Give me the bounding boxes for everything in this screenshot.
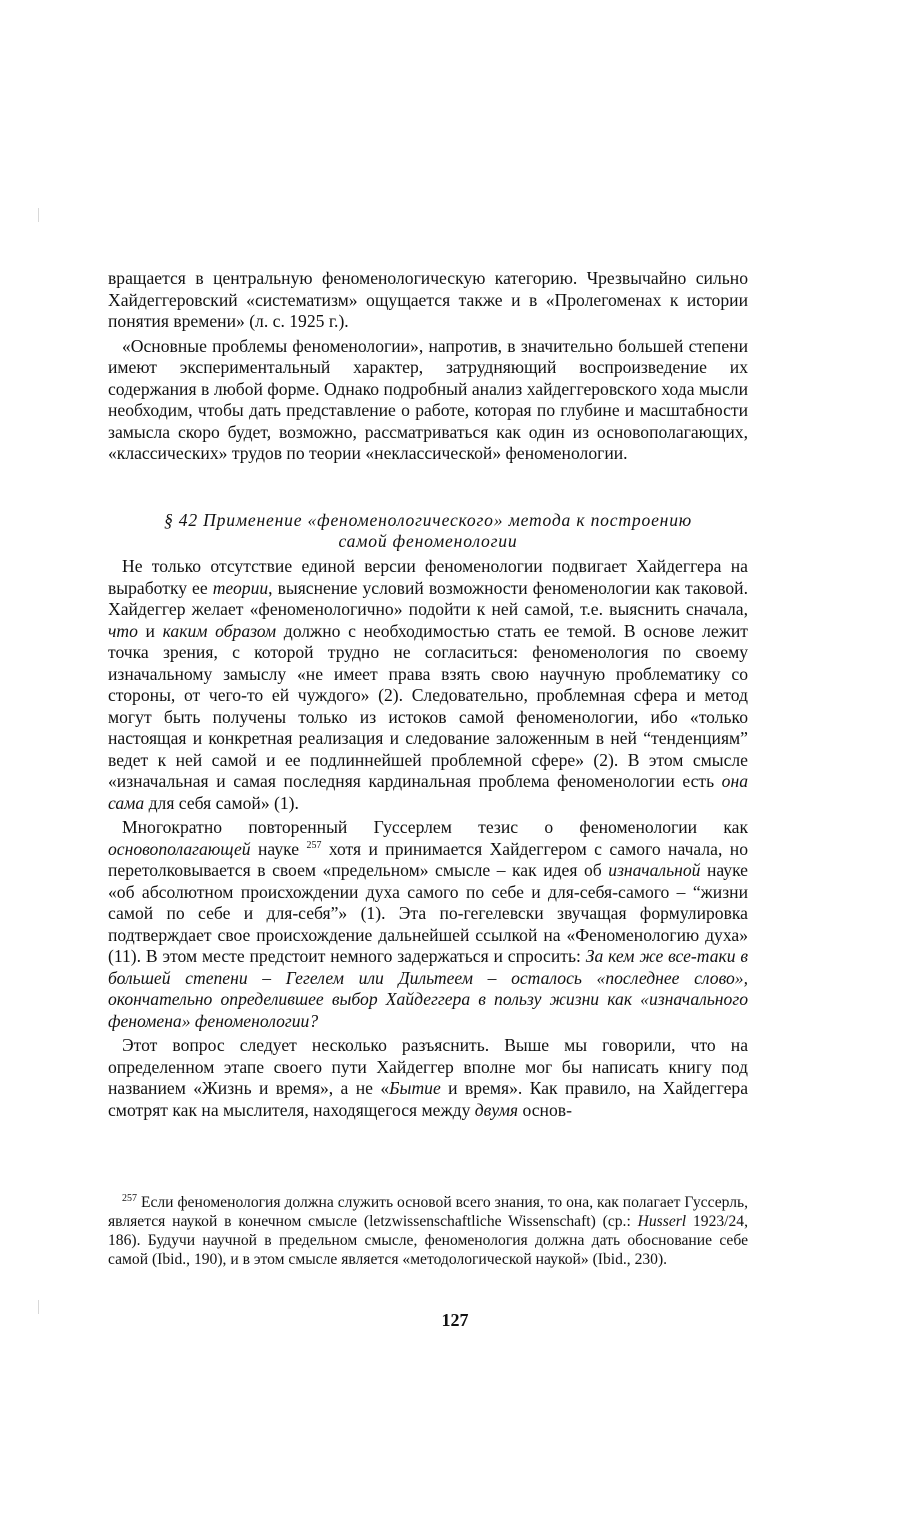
page-number: 127 [441, 1310, 469, 1330]
paragraph-continuation: вращается в центральную феноменологическую категорию. Чрезвычайно сильно Хайдеггеровский «систематизм» ощущается также и в «Пролегоменах к истории понятия времени» (л. с. 1925 г.). [108, 268, 748, 331]
section-text-main [108, 556, 748, 1121]
section-heading-line-2: самой феноменологии [338, 531, 518, 551]
footnote-number: 257 [122, 1192, 137, 1204]
paragraph-husserl-thesis: Многократно повторенный Гуссерлем тезис о феноменологии как основополагающей науке $^{257}$ хотя и принимается Хайдеггером с самого начала, но перетолковывается в своем «предельном» смысле – как идея об изначальной науке «об абсолютном происхождении духа самого по себе и для-себя-самого – “жизни самой по себе и для-себя”» (1). Эта по-гегелевски звучащая формулировка подтверждает свое происхождение дальнейшей ссылкой на «Феноменологию духа» (11). В этом месте предстоит немного задержаться и спросить: За кем же все-таки в большей степени – Гегелем или Дильтеем – осталось «последнее слово», окончательно определившее выбор Хайдеггера в пользу жизни как «изначального феномена» феноменологии? [108, 817, 749, 1031]
footnote-reference[interactable]: 257 [306, 839, 322, 851]
section-heading-line-1: § 42 Применение «феноменологического» метода к построению [163, 510, 693, 530]
section-text-top [108, 268, 748, 465]
paragraph-basic-problems: «Основные проблемы феноменологии», напротив, в значительно большей степени имеют экспериментальный характер, затрудняющий воспроизведение их содержания в любой форме. Однако подробный анализ хайдеггеровского хода мысли необходим, чтобы дать представление о работе, которая по глубине и масштабности замысла скоро будет, возможно, рассматриваться как один из основополагающих, «классических» трудов по теории «неклассической» феноменологии. [108, 335, 748, 463]
scan-margin-mark [38, 208, 39, 222]
paragraph-life-and-time: Этот вопрос следует несколько разъяснить. Выше мы говорили, что на определенном этапе своего пути Хайдеггер вполне мог бы написать книгу под названием «Жизнь и время», а не «Бытие и время». Как правило, на Хайдеггера смотрят как на мыслителя, находящегося между двумя основ- [108, 1035, 748, 1120]
footnote: $^{257}$ Если феноменология должна служить основой всего знания, то она, как полагает Гуссерль, является наукой в конечном смысле (letzwissenschaftliche Wissenschaft) (ср.: Husserl 1923/24, 186). Будучи научной в предельном смысле, феноменология должна дать обоснование себе самой (Ibid., 190), и в этом смысле является «методологической наукой» (Ibid., 230). [108, 1192, 748, 1268]
paragraph-phenomenology-theory: Не только отсутствие единой версии феноменологии подвигает Хайдеггера на выработку ее теории, выяснение условий возможности феноменологии как таковой. Хайдеггер желает «феноменологично» подойти к ней самой, т.е. выяснить сначала, что и каким образом должно с необходимостью стать ее темой. В основе лежит точка зрения, с которой трудно не согласиться: феноменология по своему изначальному замыслу «не имеет права взять свою научную проблематику со стороны, от чего-то ей чуждого» (2). Следовательно, проблемная сфера и метод могут быть получены только из истоков самой феноменологии, ибо «только настоящая и конкретная реализация и следование заложенным в ней “тенденциям” ведет к ней самой и ее подлиннейшей проблемной сфере» (2). В этом смысле «изначальная и самая последняя кардинальная проблема феноменологии есть она сама для себя самой» (1). [108, 556, 748, 813]
section-heading [108, 510, 748, 552]
